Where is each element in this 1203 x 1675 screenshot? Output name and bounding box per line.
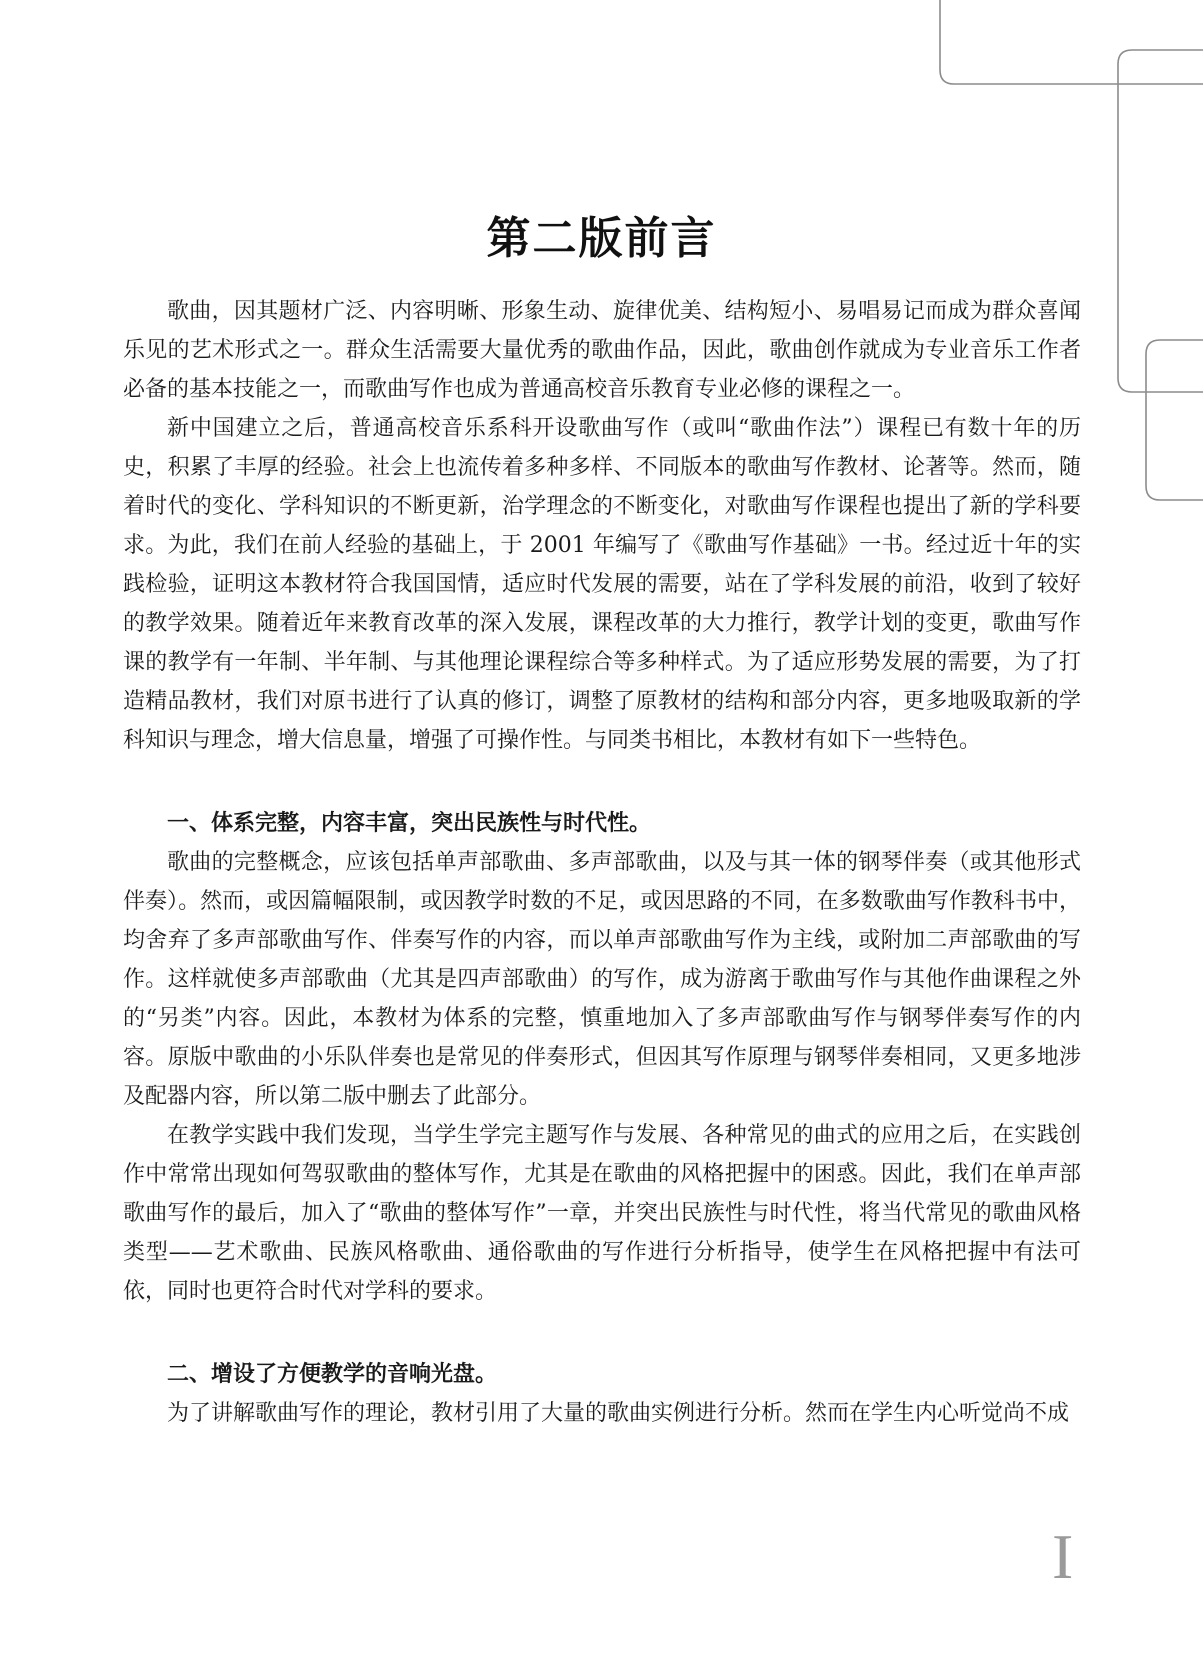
page-number: I (1052, 1521, 1074, 1592)
section-1-paragraph-1: 歌曲的完整概念，应该包括单声部歌曲、多声部歌曲，以及与其一体的钢琴伴奏（或其他形式伴奏）。然而，或因篇幅限制，或因教学时数的不足，或因思路的不同，在多数歌曲写作教科书中，均舍弃了多声部歌曲写作、伴奏写作的内容，而以单声部歌曲写作为主线，或附加二声部歌曲的写作。这样就使多声部歌曲（尤其是四声部歌曲）的写作，成为游离于歌曲写作与其他作曲课程之外的“另类”内容。因此，本教材为体系的完整，慎重地加入了多声部歌曲写作与钢琴伴奏写作的内容。原版中歌曲的小乐队伴奏也是常见的伴奏形式，但因其写作原理与钢琴伴奏相同，又更多地涉及配器内容，所以第二版中删去了此部分。 (123, 850, 1081, 1109)
section-2-heading: 二、增设了方便教学的音响光盘。 (167, 1362, 498, 1387)
body-text (123, 292, 1081, 1433)
intro-paragraph-1: 歌曲，因其题材广泛、内容明晰、形象生动、旋律优美、结构短小、易唱易记而成为群众喜闻乐见的艺术形式之一。群众生活需要大量优秀的歌曲作品，因此，歌曲创作就成为专业音乐工作者必备的基本技能之一，而歌曲写作也成为普通高校音乐教育专业必修的课程之一。 (123, 299, 1081, 402)
intro-paragraph-2: 新中国建立之后，普通高校音乐系科开设歌曲写作（或叫“歌曲作法”）课程已有数十年的历史，积累了丰厚的经验。社会上也流传着多种多样、不同版本的歌曲写作教材、论著等。然而，随着时代的变化、学科知识的不断更新，治学理念的不断变化，对歌曲写作课程也提出了新的学科要求。为此，我们在前人经验的基础上，于 2001 年编写了《歌曲写作基础》一书。经过近十年的实践检验，证明这本教材符合我国国情，适应时代发展的需要，站在了学科发展的前沿，收到了较好的教学效果。随着近年来教育改革的深入发展，课程改革的大力推行，教学计划的变更，歌曲写作课的教学有一年制、半年制、与其他理论课程综合等多种样式。为了适应形势发展的需要，为了打造精品教材，我们对原书进行了认真的修订，调整了原教材的结构和部分内容，更多地吸取新的学科知识与理念，增大信息量，增强了可操作性。与同类书相比，本教材有如下一些特色。 (123, 416, 1081, 753)
section-spacer (123, 760, 1081, 804)
section-spacer (123, 1311, 1081, 1355)
section-1-paragraph-2: 在教学实践中我们发现，当学生学完主题写作与发展、各种常见的曲式的应用之后，在实践创作中常常出现如何驾驭歌曲的整体写作，尤其是在歌曲的风格把握中的困惑。因此，我们在单声部歌曲写作的最后，加入了“歌曲的整体写作”一章，并突出民族性与时代性，将当代常见的歌曲风格类型——艺术歌曲、民族风格歌曲、通俗歌曲的写作进行分析指导，使学生在风格把握中有法可依，同时也更符合时代对学科的要求。 (123, 1123, 1081, 1304)
section-1-heading: 一、体系完整，内容丰富，突出民族性与时代性。 (167, 811, 652, 836)
page-title: 第二版前言 (486, 213, 717, 264)
section-2-paragraph-1: 为了讲解歌曲写作的理论，教材引用了大量的歌曲实例进行分析。然而在学生内心听觉尚不成 (167, 1401, 1070, 1426)
